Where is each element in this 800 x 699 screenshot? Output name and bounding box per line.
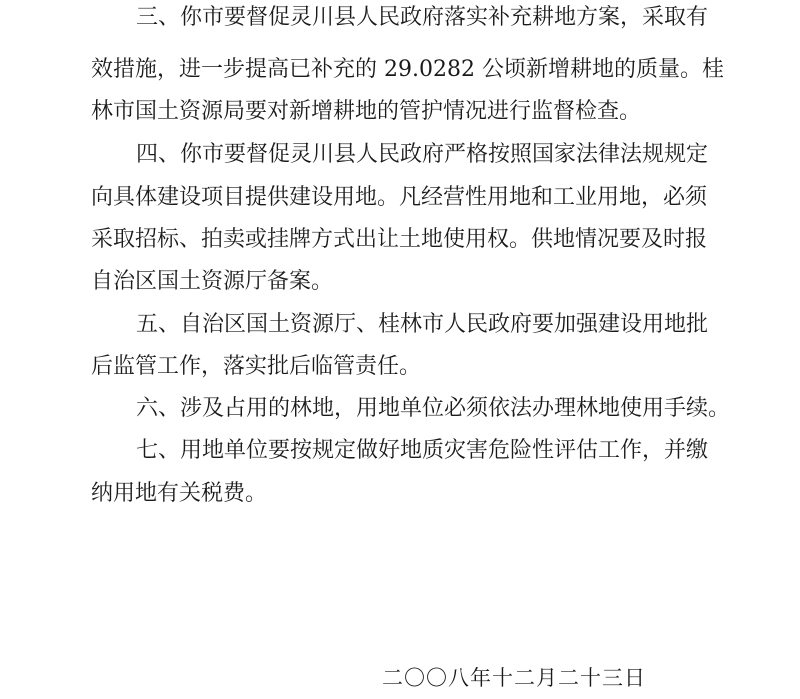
paragraph-3-line-3: 林市国土资源局要对新增耕地的管护情况进行监督检查。 [91,99,642,124]
paragraph-7-line-1: 七、用地单位要按规定做好地质灾害危险性评估工作，并缴 [136,438,709,463]
paragraph-4-line-4: 自治区国土资源厅备案。 [91,269,334,294]
paragraph-4-line-2: 向具体建设项目提供建设用地。凡经营性用地和工业用地，必须 [91,185,708,210]
paragraph-5-line-2: 后监管工作，落实批后临管责任。 [91,354,422,379]
paragraph-4-line-3: 采取招标、拍卖或挂牌方式出让土地使用权。供地情况要及时报 [91,227,708,252]
paragraph-3-line-1: 三、你市要督促灵川县人民政府落实补充耕地方案，采取有 [136,5,709,30]
paragraph-3-line-2: 效措施，进一步提高已补充的 29.0282 公顷新增耕地的质量。桂 [91,57,724,82]
paragraph-6-line-1: 六、涉及占用的林地，用地单位必须依法办理林地使用手续。 [136,396,731,421]
paragraph-7-line-2: 纳用地有关税费。 [91,481,268,506]
paragraph-4-line-1: 四、你市要督促灵川县人民政府严格按照国家法律法规规定 [136,142,709,167]
document-date: 二〇〇八年十二月二十三日 [382,666,646,690]
paragraph-5-line-1: 五、自治区国土资源厅、桂林市人民政府要加强建设用地批 [136,312,709,337]
